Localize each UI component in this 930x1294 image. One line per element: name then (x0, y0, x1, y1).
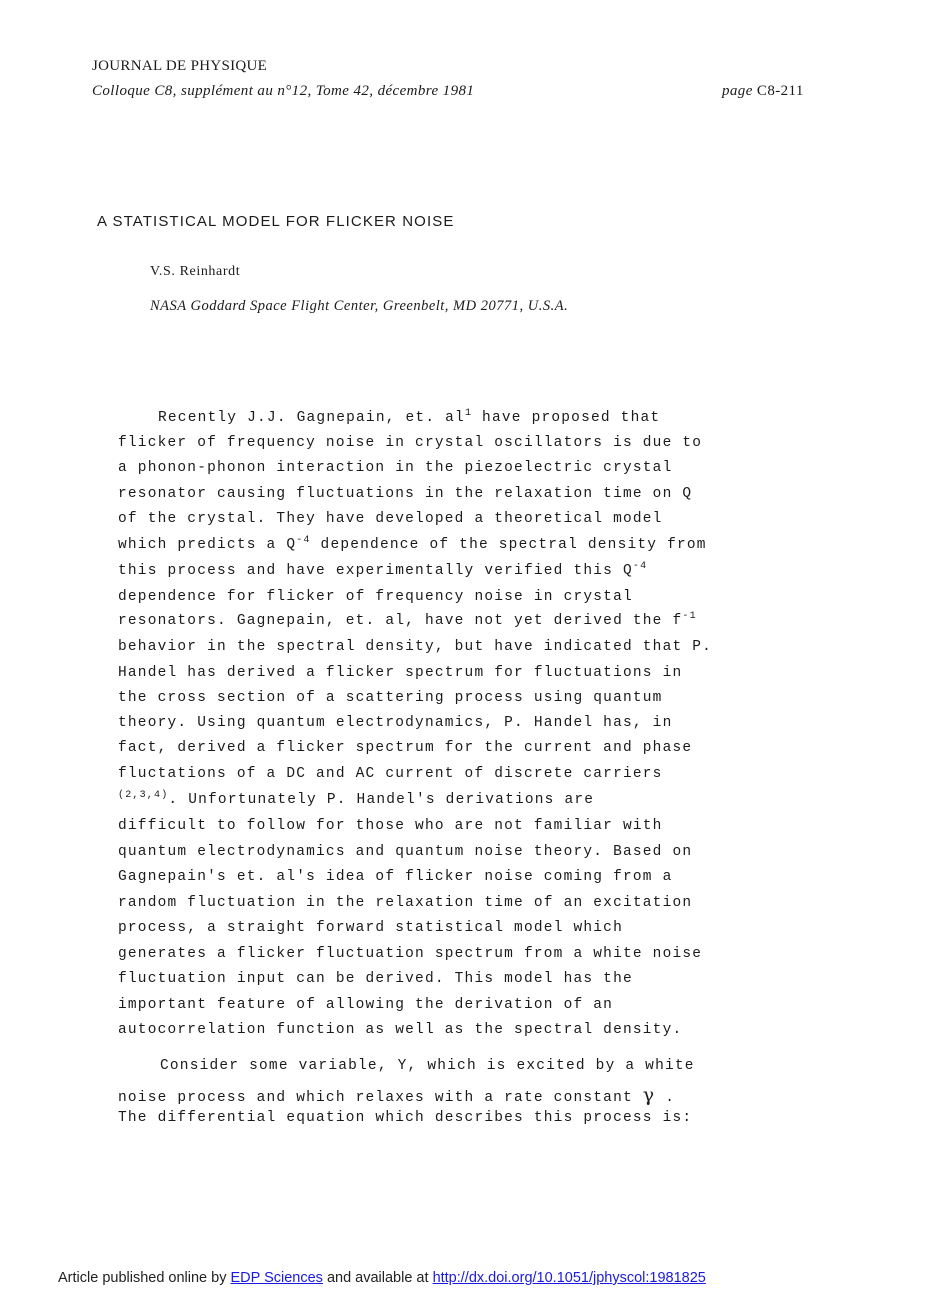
body-line (158, 410, 660, 426)
body-line: theory. Using quantum electrodynamics, P. Handel has, in (118, 715, 673, 731)
body-line: quantum electrodynamics and quantum noise theory. Based on (118, 844, 693, 860)
body-line: autocorrelation function as well as the spectral density. (118, 1022, 683, 1038)
body-line: dependence for flicker of frequency noise in crystal (118, 589, 633, 605)
exponent: -4 (296, 535, 311, 546)
article-title: A STATISTICAL MODEL FOR FLICKER NOISE (97, 213, 455, 230)
text-span: this process and have experimentally verified this Q (118, 563, 633, 579)
author: V.S. Reinhardt (150, 264, 241, 279)
body-line: process, a straight forward statistical model which (118, 920, 623, 936)
body-line: generates a flicker fluctuation spectrum from a white noise (118, 946, 703, 962)
body-line: behavior in the spectral density, but have indicated that P. (118, 639, 713, 655)
publisher-link[interactable]: EDP Sciences (230, 1270, 323, 1286)
gamma-symbol: γ (642, 1084, 656, 1106)
reference-superscript: (2,3,4) (118, 790, 169, 801)
text-span: have proposed that (472, 410, 661, 426)
body-line: a phonon-phonon interaction in the piezoelectric crystal (118, 460, 673, 476)
journal-name: JOURNAL DE PHYSIQUE (92, 58, 268, 74)
text-span: Recently J.J. Gagnepain, et. al (158, 410, 465, 426)
body-line: fact, derived a flicker spectrum for the current and phase (118, 740, 693, 756)
text-span: which predicts a Q (118, 537, 297, 553)
body-line (118, 563, 647, 579)
publication-footer (58, 1270, 706, 1286)
reference-superscript: 1 (464, 408, 473, 419)
body-line (118, 537, 707, 553)
footer-text: and available at (322, 1270, 433, 1286)
body-line: resonator causing fluctuations in the relaxation time on Q (118, 486, 693, 502)
page-number-value: C8-211 (756, 83, 804, 99)
footer-text: Article published online by (58, 1270, 231, 1286)
body-line: fluctuation input can be derived. This model has the (118, 971, 633, 987)
affiliation: NASA Goddard Space Flight Center, Greenbelt, MD 20771, U.S.A. (150, 298, 569, 314)
body-line: the cross section of a scattering process using quantum (118, 690, 663, 706)
body-line: difficult to follow for those who are not familiar with (118, 818, 663, 834)
text-span: noise process and which relaxes with a rate constant (118, 1090, 643, 1106)
body-line: of the crystal. They have developed a theoretical model (118, 511, 663, 527)
text-span: . (655, 1090, 676, 1106)
doi-link[interactable]: http://dx.doi.org/10.1051/jphyscol:1981825 (432, 1270, 706, 1286)
body-line (118, 1084, 675, 1106)
text-span: . Unfortunately P. Handel's derivations are (168, 792, 595, 808)
page-label: page (722, 83, 753, 99)
body-line: important feature of allowing the derivation of an (118, 997, 614, 1013)
body-line: Handel has derived a flicker spectrum for fluctuations in (118, 665, 683, 681)
text-span: dependence of the spectral density from (310, 537, 707, 553)
body-line (118, 613, 697, 629)
body-line: Consider some variable, Y, which is excited by a white (160, 1058, 695, 1074)
colloque-info: Colloque C8, supplément au n°12, Tome 42, décembre 1981 (92, 83, 475, 99)
body-line: fluctations of a DC and AC current of discrete carriers (118, 766, 663, 782)
page-number (722, 83, 804, 100)
exponent: -4 (632, 561, 648, 572)
text-span: resonators. Gagnepain, et. al, have not yet derived the f (118, 613, 683, 629)
body-line (118, 792, 594, 808)
body-line: The differential equation which describes this process is: (118, 1110, 693, 1126)
body-line: Gagnepain's et. al's idea of flicker noise coming from a (118, 869, 673, 885)
body-line: random fluctuation in the relaxation time of an excitation (118, 895, 693, 911)
exponent: -1 (682, 611, 697, 622)
body-line: flicker of frequency noise in crystal oscillators is due to (118, 435, 703, 451)
